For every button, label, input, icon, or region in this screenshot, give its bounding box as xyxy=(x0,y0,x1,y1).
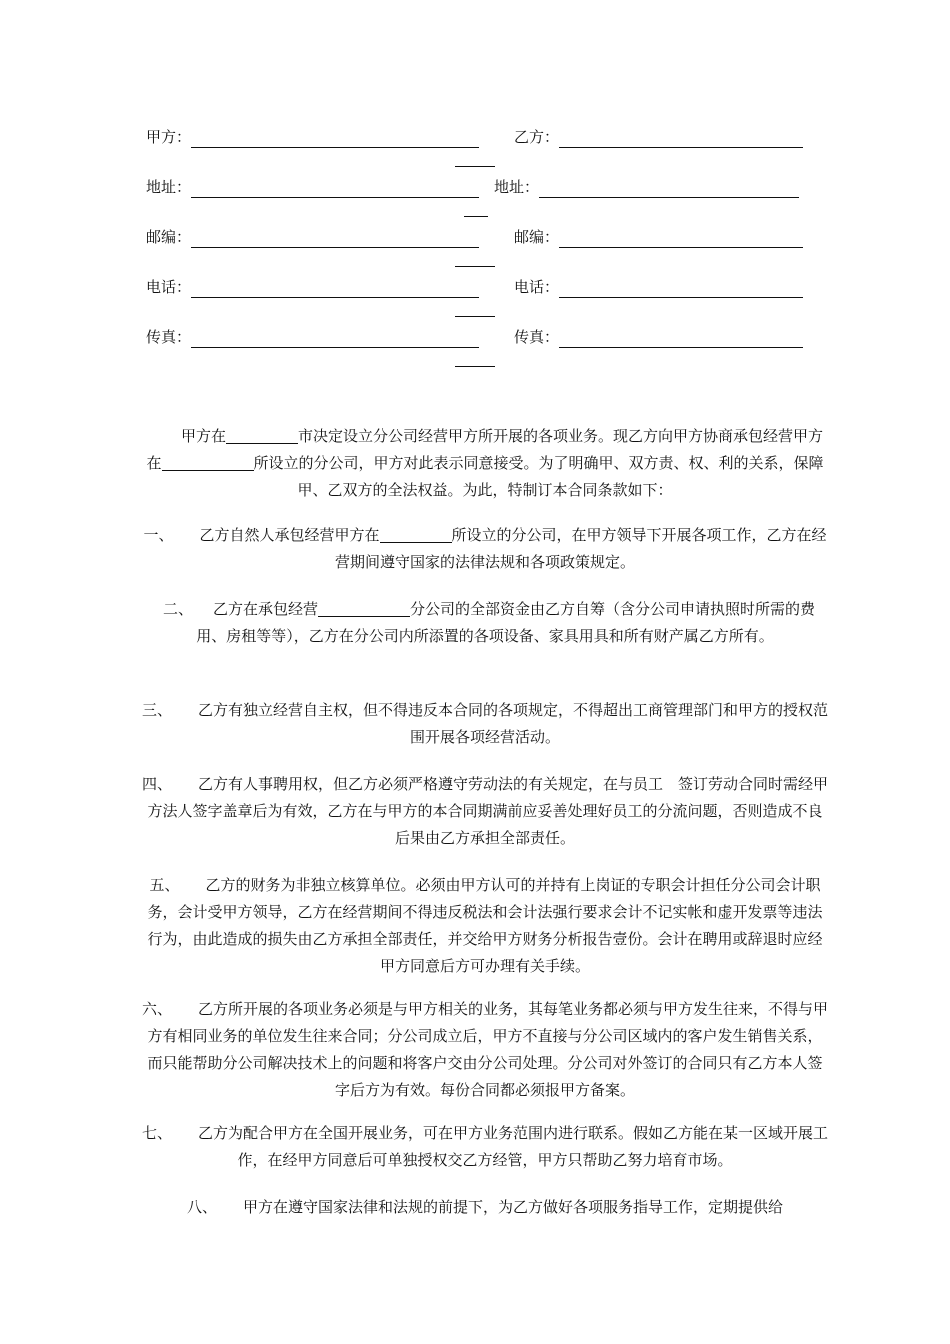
party-a-phone-blank[interactable] xyxy=(191,281,479,298)
clause-3-text: 乙方有独立经营自主权，但不得违反本合同的各项规定，不得超出工商管理部门和甲方的授权范围开展各项经营活动。 xyxy=(198,701,829,746)
party-a-label: 甲方： xyxy=(146,128,192,146)
clause-1-number: 一、 xyxy=(143,526,174,544)
clause-3-number: 三、 xyxy=(142,701,173,719)
party-b-postcode-blank-wrap xyxy=(455,266,495,267)
party-b-phone-blank-wrap xyxy=(455,316,495,317)
party-b-phone-label: 电话： xyxy=(514,278,560,296)
party-a-address-row xyxy=(146,176,479,198)
clause-2-number: 二、 xyxy=(162,600,193,618)
party-b-name-blank[interactable] xyxy=(559,131,803,148)
clause-6-number: 六、 xyxy=(142,1000,173,1018)
party-b-label: 乙方： xyxy=(514,128,560,146)
party-b-phone-row xyxy=(514,276,803,298)
intro-text-3: 所设立的分公司，甲方对此表示同意接受。为了明确甲、双方责、权、利的关系，保障甲、乙双方的全法权益。为此，特制订本合同条款如下： xyxy=(253,454,824,499)
clause-8-number: 八、 xyxy=(186,1198,217,1216)
party-b-name-blank-wrap xyxy=(455,166,495,167)
party-b-postcode-blank[interactable] xyxy=(559,231,803,248)
clause-5 xyxy=(142,872,828,980)
party-a-phone-label: 电话： xyxy=(146,278,192,296)
party-b-fax-row xyxy=(514,326,803,348)
party-a-postcode-label: 邮编： xyxy=(146,228,192,246)
party-b-address-row xyxy=(494,176,799,198)
clause-3 xyxy=(142,697,828,751)
intro-text-2: 市决定设立分公司经营甲方所开展的各项业务。现乙方向甲方协商承包经营甲方在 xyxy=(146,427,824,472)
party-b-fax-blank[interactable] xyxy=(559,331,803,348)
clause-7-number: 七、 xyxy=(142,1124,173,1142)
party-b-address-label: 地址： xyxy=(494,178,540,196)
city-blank[interactable] xyxy=(226,425,298,444)
party-b-postcode-label: 邮编： xyxy=(514,228,560,246)
party-a-fax-blank[interactable] xyxy=(191,331,479,348)
party-a-phone-row xyxy=(146,276,479,298)
party-b-address-blank[interactable] xyxy=(539,181,799,198)
party-a-postcode-blank[interactable] xyxy=(191,231,479,248)
intro-paragraph xyxy=(142,423,828,504)
party-a-address-label: 地址： xyxy=(146,178,192,196)
party-a-name-blank[interactable] xyxy=(191,131,479,148)
clause-1-text-a: 乙方自然人承包经营甲方在 xyxy=(199,526,380,544)
clause-8-text: 甲方在遵守国家法律和法规的前提下，为乙方做好各项服务指导工作，定期提供给 xyxy=(242,1198,783,1216)
party-a-fax-row xyxy=(146,326,479,348)
clause-6-text: 乙方所开展的各项业务必须是与甲方相关的业务，其每笔业务都必须与甲方发生往来，不得与甲方有相同业务的单位发生往来合同；分公司成立后，甲方不直接与分公司区域内的客户发生销售关系，而只能帮助分公司解决技术上的问题和将客户交由分公司处理。分公司对外签订的合同只有乙方本人签字后方为有效。每份合同都必须报甲方备案。 xyxy=(147,1000,829,1099)
party-a-address-blank[interactable] xyxy=(191,181,479,198)
clause-5-text: 乙方的财务为非独立核算单位。必须由甲方认可的并持有上岗证的专职会计担任分公司会计职务，会计受甲方领导，乙方在经营期间不得违反税法和会计法强行要求会计不记实帐和虚开发票等违法行为，由此造成的损失由乙方承担全部责任，并交给甲方财务分析报告壹份。会计在聘用或辞退时应经甲方同意后方可办理有关手续。 xyxy=(147,876,823,975)
intro-text-1: 甲方在 xyxy=(180,427,226,445)
party-a-name-row xyxy=(146,126,479,148)
clause-1 xyxy=(142,522,828,576)
clause-1-text-b: 所设立的分公司，在甲方领导下开展各项工作，乙方在经营期间遵守国家的法律法规和各项政策规定。 xyxy=(334,526,827,571)
clause-4 xyxy=(142,771,828,852)
party-b-phone-blank[interactable] xyxy=(559,281,803,298)
clause-4-text: 乙方有人事聘用权，但乙方必须严格遵守劳动法的有关规定，在与员工 签订劳动合同时需经甲方法人签字盖章后为有效，乙方在与甲方的本合同期满前应妥善处理好员工的分流问题，否则造成不良后果由乙方承担全部责任。 xyxy=(147,775,829,847)
party-b-fax-blank-wrap xyxy=(455,366,495,367)
clause-7 xyxy=(142,1120,828,1174)
party-b-name-row xyxy=(514,126,803,148)
party-b-postcode-row xyxy=(514,226,803,248)
clause-8 xyxy=(142,1194,828,1221)
party-a-fax-label: 传真： xyxy=(146,328,192,346)
party-b-fax-label: 传真： xyxy=(514,328,560,346)
clause-7-text: 乙方为配合甲方在全国开展业务，可在甲方业务范围内进行联系。假如乙方能在某一区域开展工作，在经甲方同意后可单独授权交乙方经管，甲方只帮助乙努力培育市场。 xyxy=(198,1124,829,1169)
clause-2-branch-blank[interactable] xyxy=(318,598,410,617)
clause-1-location-blank[interactable] xyxy=(380,524,452,543)
clause-6 xyxy=(142,996,828,1104)
clause-2-text-b: 分公司的全部资金由乙方自筹（含分公司申请执照时所需的费用、房租等等），乙方在分公司内所添置的各项设备、家具用具和所有财产属乙方所有。 xyxy=(196,600,816,645)
location-blank[interactable] xyxy=(162,452,254,471)
clause-4-number: 四、 xyxy=(142,775,173,793)
clause-5-number: 五、 xyxy=(149,876,180,894)
clause-2 xyxy=(142,596,828,650)
party-b-address-blank-wrap xyxy=(464,216,488,217)
clause-2-text-a: 乙方在承包经营 xyxy=(212,600,318,618)
party-a-postcode-row xyxy=(146,226,479,248)
